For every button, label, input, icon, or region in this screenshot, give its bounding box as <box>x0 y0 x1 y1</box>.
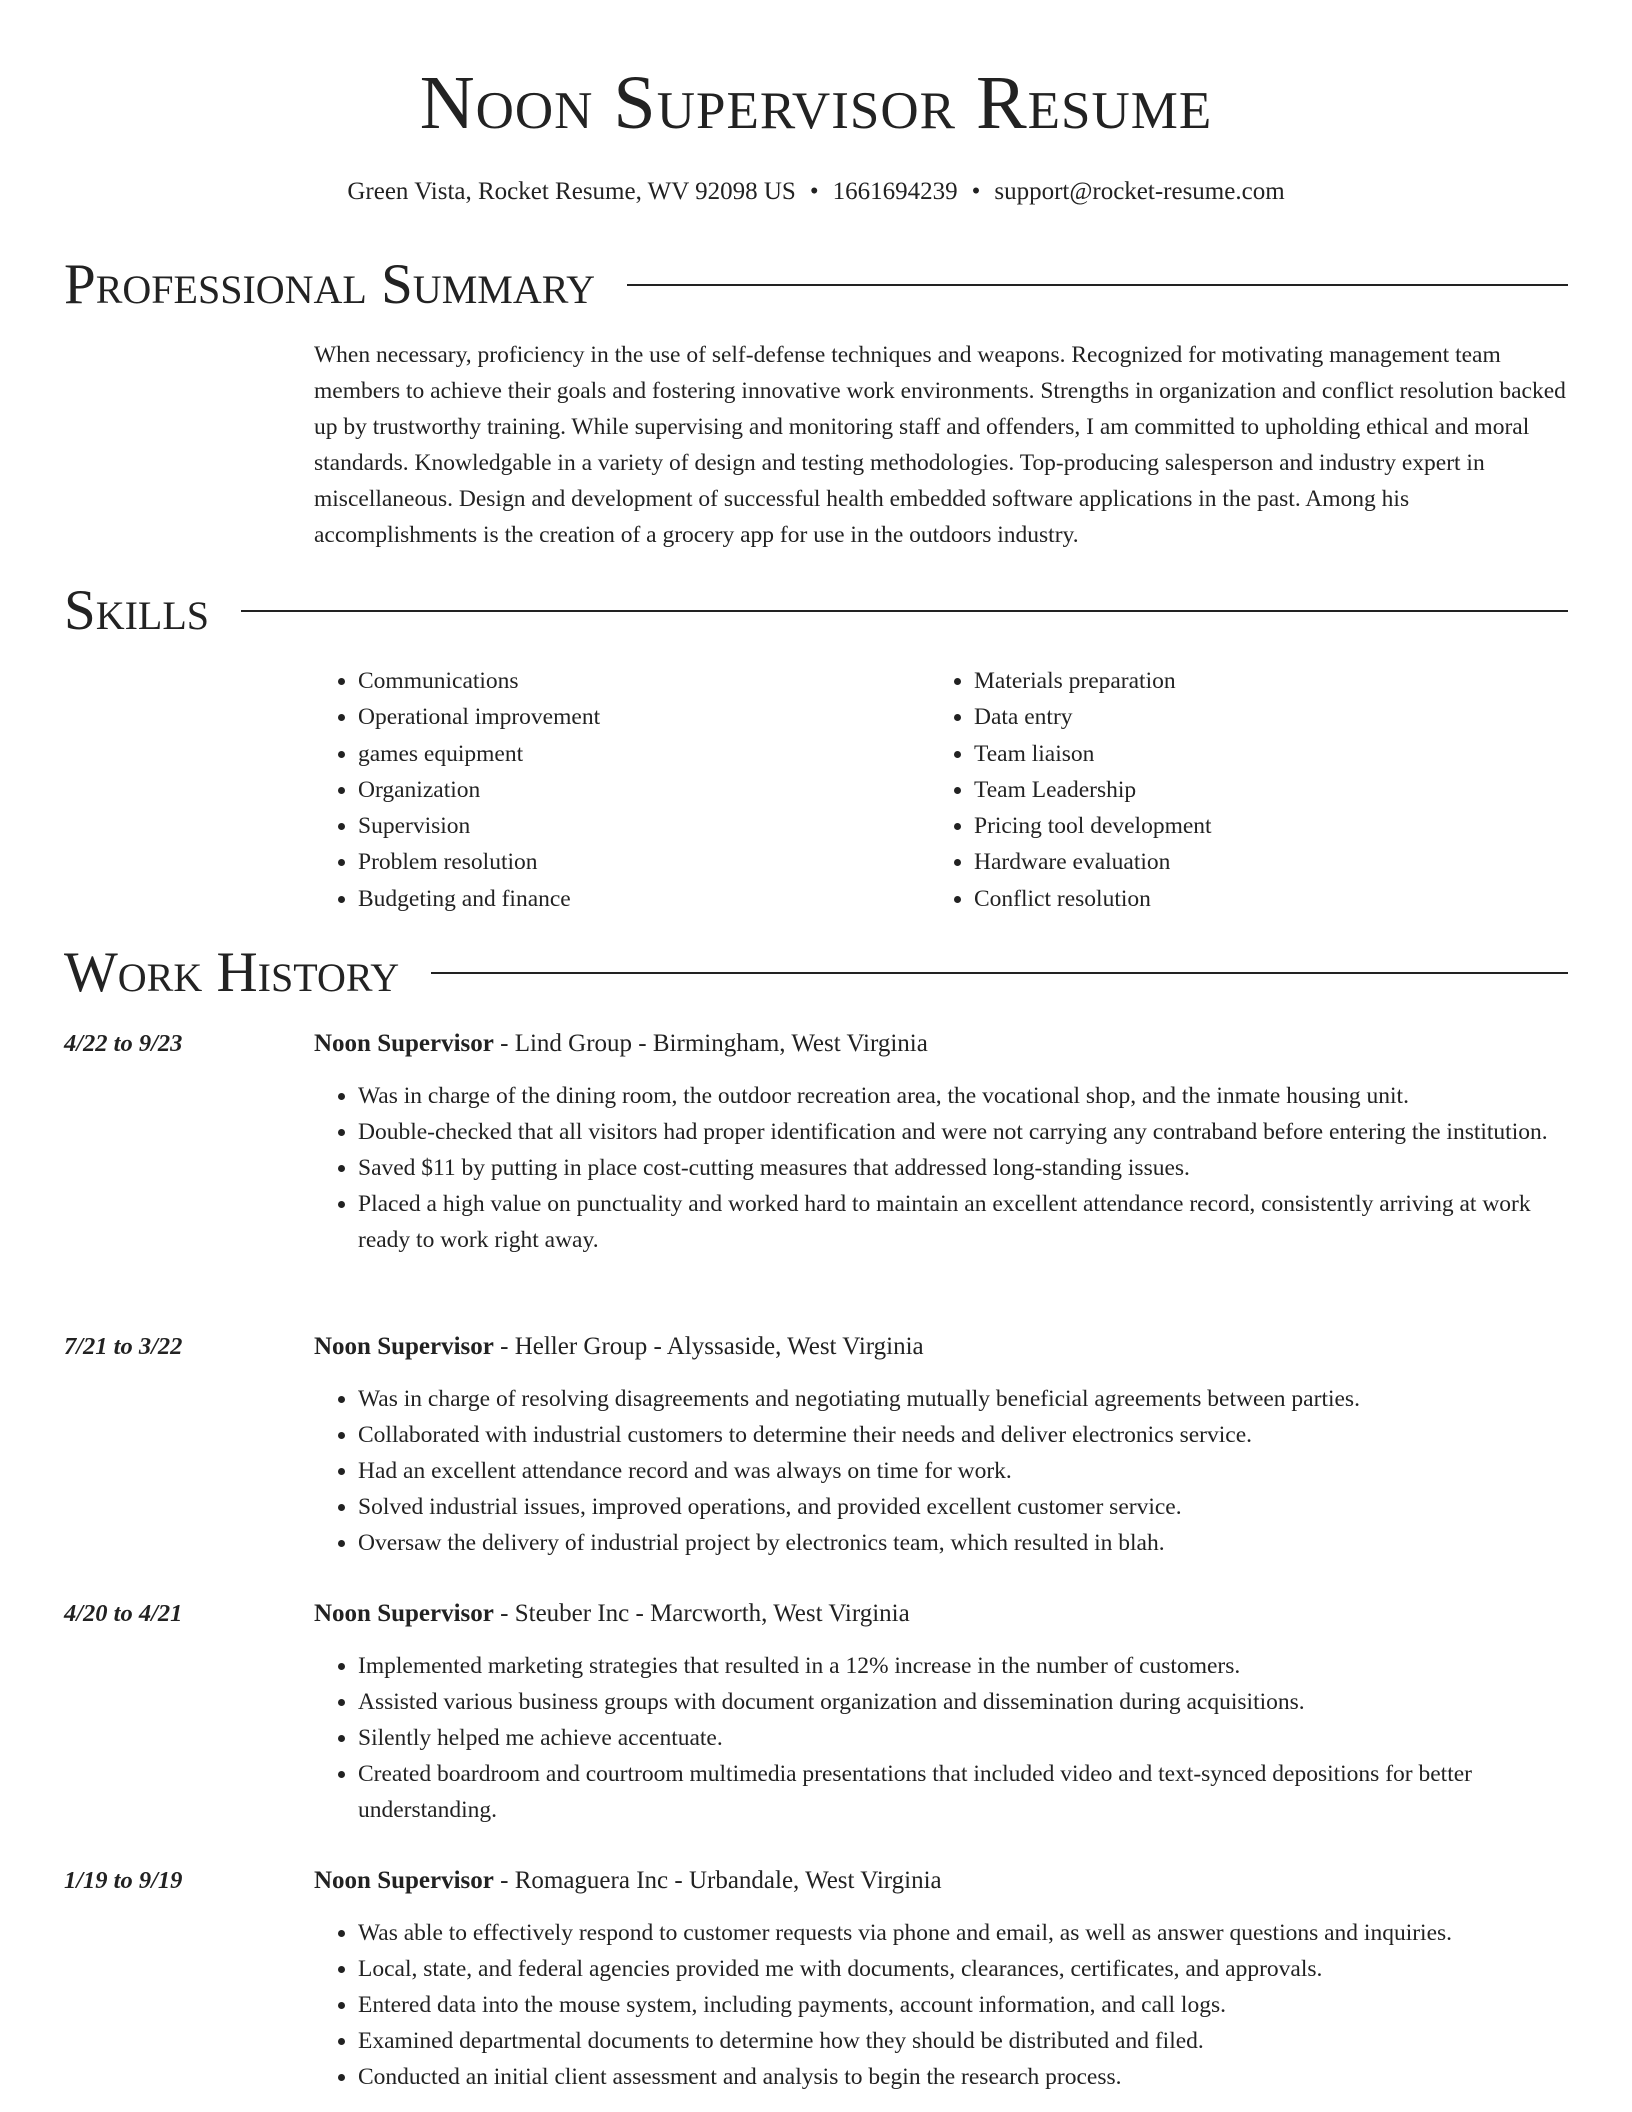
skill-item: • Hardware evaluation <box>974 844 1546 880</box>
skill-item: • Supervision <box>358 808 930 844</box>
job-duty: • Created boardroom and courtroom multimedia presentations that included video and text-synced depositions for better understanding. <box>358 1756 1568 1828</box>
job-employer: - Lind Group - Birmingham, West Virginia <box>493 1030 928 1057</box>
job-duty: • Had an excellent attendance record and was always on time for work. <box>358 1453 1568 1489</box>
job-duty: • Collaborated with industrial customers to determine their needs and deliver electronics service. <box>358 1417 1568 1453</box>
section-divider <box>627 284 1568 286</box>
summary-heading: Professional Summary <box>64 253 596 316</box>
job-duty: • Silently helped me achieve accentuate. <box>358 1720 1568 1756</box>
job-dates: 7/21 to 3/22 <box>64 1333 183 1360</box>
skills-column-right <box>930 663 1546 917</box>
contact-email[interactable]: support@rocket-resume.com <box>994 178 1285 205</box>
job-duty: • Was in charge of resolving disagreements and negotiating mutually beneficial agreements between parties. <box>358 1381 1568 1417</box>
resume-title: Noon Supervisor Resume <box>419 61 1213 145</box>
job-heading <box>314 1863 942 1899</box>
job-duty: • Implemented marketing strategies that resulted in a 12% increase in the number of customers. <box>358 1648 1568 1684</box>
job-duties <box>314 1078 1568 1258</box>
job-duty: • Entered data into the mouse system, including payments, account information, and call logs. <box>358 1987 1568 2023</box>
job-duties <box>314 1648 1568 1828</box>
job-role: Noon Supervisor <box>314 1030 494 1057</box>
job-duty: • Local, state, and federal agencies provided me with documents, clearances, certificates, and approvals. <box>358 1951 1568 1987</box>
contact-phone: 1661694239 <box>832 178 958 205</box>
summary-section-header <box>64 252 1568 318</box>
job-heading <box>314 1329 924 1365</box>
summary-text: When necessary, proficiency in the use of self-defense techniques and weapons. Recognized for motivating management team members to achieve their goals and fostering innovative work environments. Strengths in organization and conflict resolution backed up by trustworthy training. While supervising and monitoring staff and offenders, I am committed to upholding ethical and moral standards. Knowledgable in a variety of design and testing methodologies. Top-producing salesperson and industry expert in miscellaneous. Design and development of successful health embedded software applications in the past. Among his accomplishments is the creation of a grocery app for use in the outdoors industry. <box>314 342 1566 548</box>
job-duty: • Conducted an initial client assessment and analysis to begin the research process. <box>358 2059 1568 2095</box>
section-divider <box>241 610 1568 612</box>
job-duty: • Saved $11 by putting in place cost-cutting measures that addressed long-standing issues. <box>358 1150 1568 1186</box>
contact-address: Green Vista, Rocket Resume, WV 92098 US <box>347 178 796 205</box>
job-employer: - Romaguera Inc - Urbandale, West Virginia <box>493 1867 942 1894</box>
skill-item: • games equipment <box>358 736 930 772</box>
job-dates: 4/22 to 9/23 <box>64 1030 183 1057</box>
skill-item: • Communications <box>358 663 930 699</box>
job-duty: • Assisted various business groups with document organization and dissemination during acquisitions. <box>358 1684 1568 1720</box>
skills-list <box>314 663 1568 917</box>
job-role: Noon Supervisor <box>314 1333 494 1360</box>
job-duties <box>314 1381 1568 1561</box>
job-employer: - Heller Group - Alyssaside, West Virginia <box>493 1333 924 1360</box>
contact-line <box>0 174 1632 210</box>
job-role: Noon Supervisor <box>314 1867 494 1894</box>
job-duty: • Double-checked that all visitors had proper identification and were not carrying any contraband before entering the institution. <box>358 1114 1568 1150</box>
skill-item: • Data entry <box>974 699 1546 735</box>
job-duty: • Oversaw the delivery of industrial project by electronics team, which resulted in blah. <box>358 1525 1568 1561</box>
skill-item: • Budgeting and finance <box>358 881 930 917</box>
job-dates: 1/19 to 9/19 <box>64 1867 183 1894</box>
job-duty: • Examined departmental documents to determine how they should be distributed and filed. <box>358 2023 1568 2059</box>
skill-item: • Conflict resolution <box>974 881 1546 917</box>
skill-item: • Problem resolution <box>358 844 930 880</box>
skill-item: • Materials preparation <box>974 663 1546 699</box>
skill-item: • Operational improvement <box>358 699 930 735</box>
section-divider <box>431 972 1568 974</box>
skills-column-left <box>314 663 930 917</box>
skill-item: • Team liaison <box>974 736 1546 772</box>
job-duty: • Solved industrial issues, improved operations, and provided excellent customer service. <box>358 1489 1568 1525</box>
job-heading <box>314 1596 910 1632</box>
skills-section-header <box>64 578 1568 644</box>
skill-item: • Pricing tool development <box>974 808 1546 844</box>
skills-heading: Skills <box>64 579 210 642</box>
job-employer: - Steuber Inc - Marcworth, West Virginia <box>493 1600 910 1627</box>
job-role: Noon Supervisor <box>314 1600 494 1627</box>
skill-item: • Organization <box>358 772 930 808</box>
job-duty: • Was in charge of the dining room, the outdoor recreation area, the vocational shop, and the inmate housing unit. <box>358 1078 1568 1114</box>
work-section-header <box>64 940 1568 1006</box>
contact-separator: • <box>809 178 819 205</box>
contact-separator: • <box>971 178 981 205</box>
job-duty: • Placed a high value on punctuality and worked hard to maintain an excellent attendance record, consistently arriving at work ready to work right away. <box>358 1186 1568 1258</box>
skill-item: • Team Leadership <box>974 772 1546 808</box>
job-duty: • Was able to effectively respond to customer requests via phone and email, as well as answer questions and inquiries. <box>358 1915 1568 1951</box>
job-dates: 4/20 to 4/21 <box>64 1600 183 1627</box>
job-duties <box>314 1915 1568 2095</box>
work-heading: Work History <box>64 941 400 1004</box>
job-heading <box>314 1026 928 1062</box>
